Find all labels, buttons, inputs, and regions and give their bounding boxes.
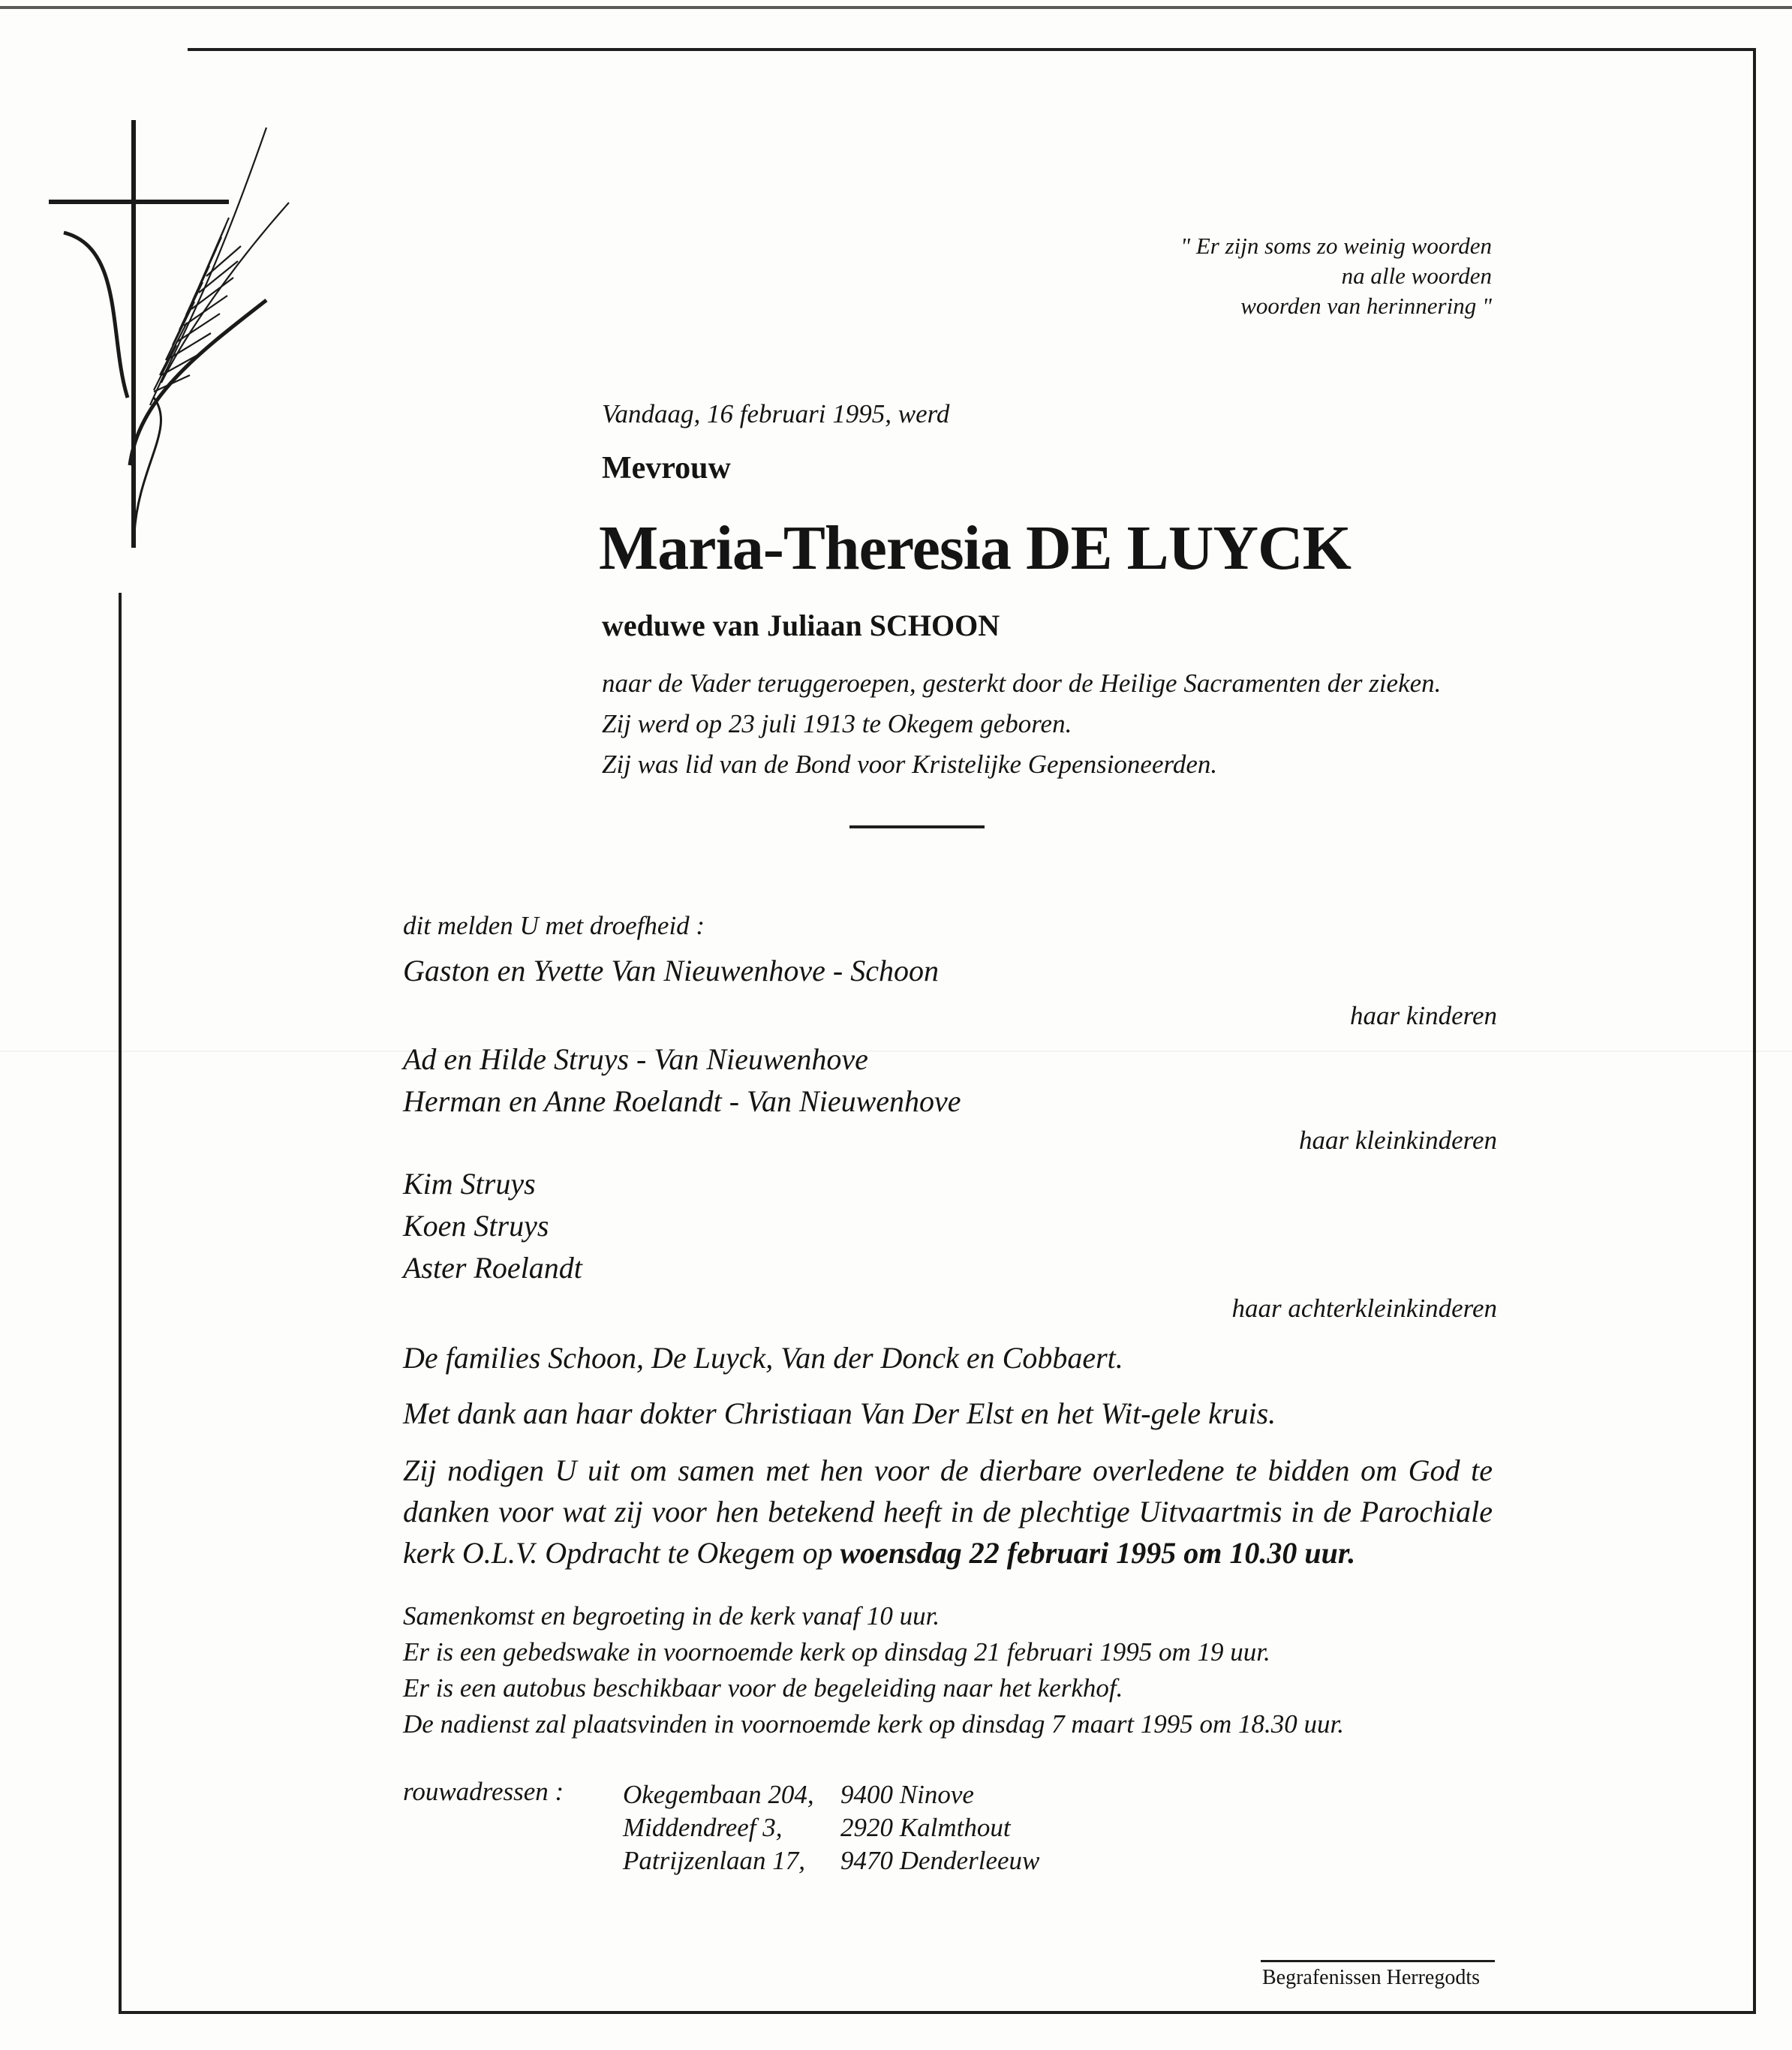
detail-line: naar de Vader teruggeroepen, gesterkt door de Heilige Sacramenten der zieken. [602,669,1442,698]
children-relation-label: haar kinderen [1349,1001,1497,1030]
thanks-line: Met dank aan haar dokter Christiaan Van Der Elst en het Wit-gele kruis. [403,1396,1276,1430]
epigraph-quote [967,231,1492,321]
addresses-label: rouwadressen : [403,1777,564,1806]
grandchildren-list [403,1039,961,1123]
mourner-name: Ad en Hilde Struys - Van Nieuwenhove [403,1042,868,1076]
note-line: De nadienst zal plaatsvinden in voornoemde kerk op dinsdag 7 maart 1995 om 18.30 uur. [403,1709,1345,1739]
note-line: Samenkomst en begroeting in de kerk vanaf 10 uur. [403,1601,940,1631]
families-line: De families Schoon, De Luyck, Van der Donck en Cobbaert. [403,1341,1123,1375]
quote-line: na alle woorden [1341,263,1492,289]
funeral-date-time: woensdag 22 februari 1995 om 10.30 uur. [840,1536,1356,1570]
quote-line: " Er zijn soms zo weinig woorden [1180,233,1492,259]
address-street: Middendreef 3, [623,1813,783,1842]
cross-with-wheat-icon [41,113,311,555]
deceased-name: Maria-Theresia DE LUYCK [599,513,1352,583]
address-row [623,1778,1039,1811]
invitation-line-prefix: kerk O.L.V. Opdracht te Okegem op [403,1536,840,1570]
section-divider [849,825,985,828]
invitation-line [403,1532,1493,1574]
death-date-intro: Vandaag, 16 februari 1995, werd [602,399,950,428]
address-city: 2920 Kalmthout [840,1813,1011,1842]
honorific-title: Mevrouw [602,451,731,485]
note-line: Er is een autobus beschikbaar voor de begeleiding naar het kerkhof. [403,1673,1123,1703]
detail-line: Zij werd op 23 juli 1913 te Okegem geboren. [602,709,1072,738]
mourner-name: Kim Struys [403,1167,536,1201]
practical-notes [403,1598,1344,1742]
frame-left-border [119,593,122,2014]
grandchildren-relation-label: haar kleinkinderen [1298,1126,1497,1155]
address-street: Patrijzenlaan 17, [623,1846,806,1875]
frame-bottom-border [120,2011,1756,2014]
paper-top-edge [0,6,1792,9]
funeral-home-rule [1261,1960,1495,1962]
quote-line: woorden van herinnering " [1240,293,1492,319]
mourner-name: Gaston en Yvette Van Nieuwenhove - Schoon [403,954,939,987]
addresses-list [623,1778,1039,1877]
deceased-details [602,663,1441,785]
address-row [623,1844,1039,1877]
great-grandchildren-list [403,1163,582,1289]
funeral-home-name: Begrafenissen Herregodts [1262,1966,1481,1989]
mourner-name: Herman en Anne Roelandt - Van Nieuwenhove [403,1084,961,1118]
invitation-line: Zij nodigen U uit om samen met hen voor de dierbare overledene te bidden om God te [403,1453,1493,1487]
address-row [623,1811,1039,1844]
children-list [403,950,939,992]
widow-of-line: weduwe van Juliaan SCHOON [602,609,1000,642]
address-city: 9470 Denderleeuw [840,1846,1040,1875]
funeral-invitation [403,1450,1493,1574]
detail-line: Zij was lid van de Bond voor Kristelijke Gepensioneerden. [602,750,1218,779]
address-street: Okegembaan 204, [623,1780,814,1809]
note-line: Er is een gebedswake in voornoemde kerk op dinsdag 21 februari 1995 om 19 uur. [403,1637,1270,1667]
mourners-heading: dit melden U met droefheid : [403,911,705,940]
invitation-line: danken voor wat zij voor hen betekend heeft in de plechtige Uitvaartmis in de Parochiale [403,1495,1493,1528]
frame-top-border [188,48,1756,51]
frame-right-border [1753,48,1756,2014]
great-grandchildren-relation-label: haar achterkleinkinderen [1231,1294,1497,1323]
mourner-name: Koen Struys [403,1209,549,1243]
mourner-name: Aster Roelandt [403,1251,582,1285]
address-city: 9400 Ninove [840,1780,974,1809]
